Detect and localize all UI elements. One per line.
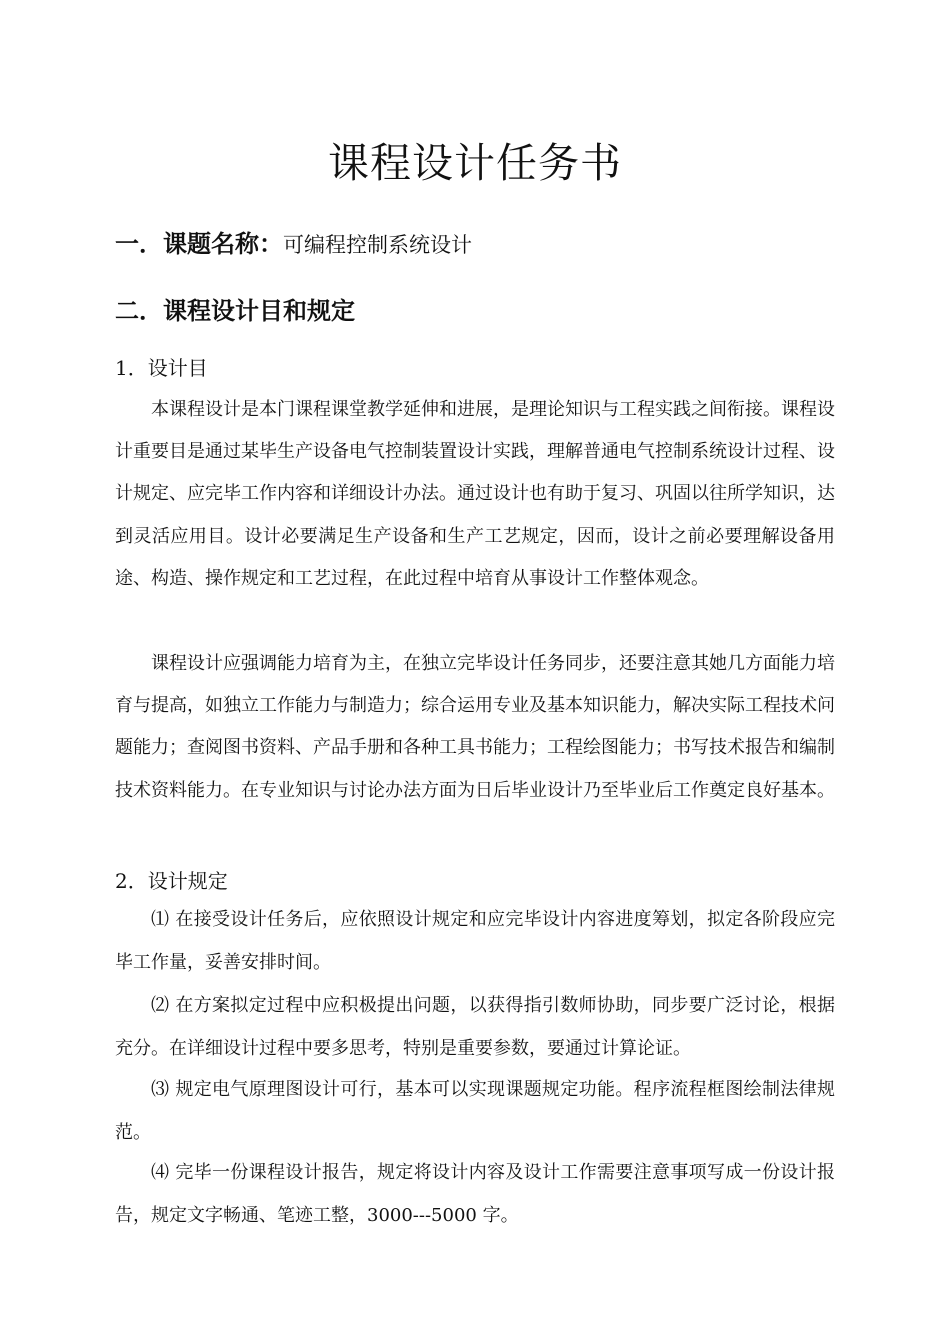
requirement-item-4: ⑷ 完毕一份课程设计报告，规定将设计内容及设计工作需要注意事项写成一份设计报告，规定文字畅通、笔迹工整，3000---5000 字。 — [115, 1162, 835, 1226]
purpose-paragraph-2: 课程设计应强调能力培育为主，在独立完毕设计任务同步，还要注意其她几方面能力培育与提高，如独立工作能力与制造力；综合运用专业及基本知识能力，解决实际工程技术问题能力；查阅图书资料、产品手册和各种工具书能力；工程绘图能力；书写技术报告和编制技术资料能力。在专业知识与讨论办法方面为日后毕业设计乃至毕业后工作奠定良好基本。 — [115, 653, 835, 801]
subsection-requirements-heading: 2．设计规定 — [115, 869, 228, 893]
requirement-item-3: ⑶ 规定电气原理图设计可行，基本可以实现课题规定功能。程序流程框图绘制法律规范。 — [115, 1079, 835, 1143]
section-topic-value: 可编程控制系统设计 — [283, 233, 472, 257]
section-goals-heading: 二．课程设计目和规定 — [115, 297, 355, 325]
document-title: 课程设计任务书 — [328, 139, 622, 187]
purpose-paragraph-1: 本课程设计是本门课程课堂教学延伸和进展，是理论知识与工程实践之间衔接。课程设计重要目是通过某毕生产设备电气控制装置设计实践，理解普通电气控制系统设计过程、设计规定、应完毕工作内容和详细设计办法。通过设计也有助于复习、巩固以往所学知识，达到灵活应用目。设计必要满足生产设备和生产工艺规定，因而，设计之前必要理解设备用途、构造、操作规定和工艺过程，在此过程中培育从事设计工作整体观念。 — [115, 399, 835, 589]
subsection-purpose-heading: 1．设计目 — [115, 356, 208, 380]
requirement-item-1: ⑴ 在接受设计任务后，应依照设计规定和应完毕设计内容进度筹划，拟定各阶段应完毕工作量，妥善安排时间。 — [115, 909, 835, 973]
section-topic-heading — [115, 229, 472, 260]
requirement-item-2: ⑵ 在方案拟定过程中应积极提出问题，以获得指引数师协助，同步要广泛讨论，根据充分。在详细设计过程中要多思考，特别是重要参数，要通过计算论证。 — [115, 995, 835, 1059]
section-topic-label: 一．课题名称： — [115, 230, 283, 258]
